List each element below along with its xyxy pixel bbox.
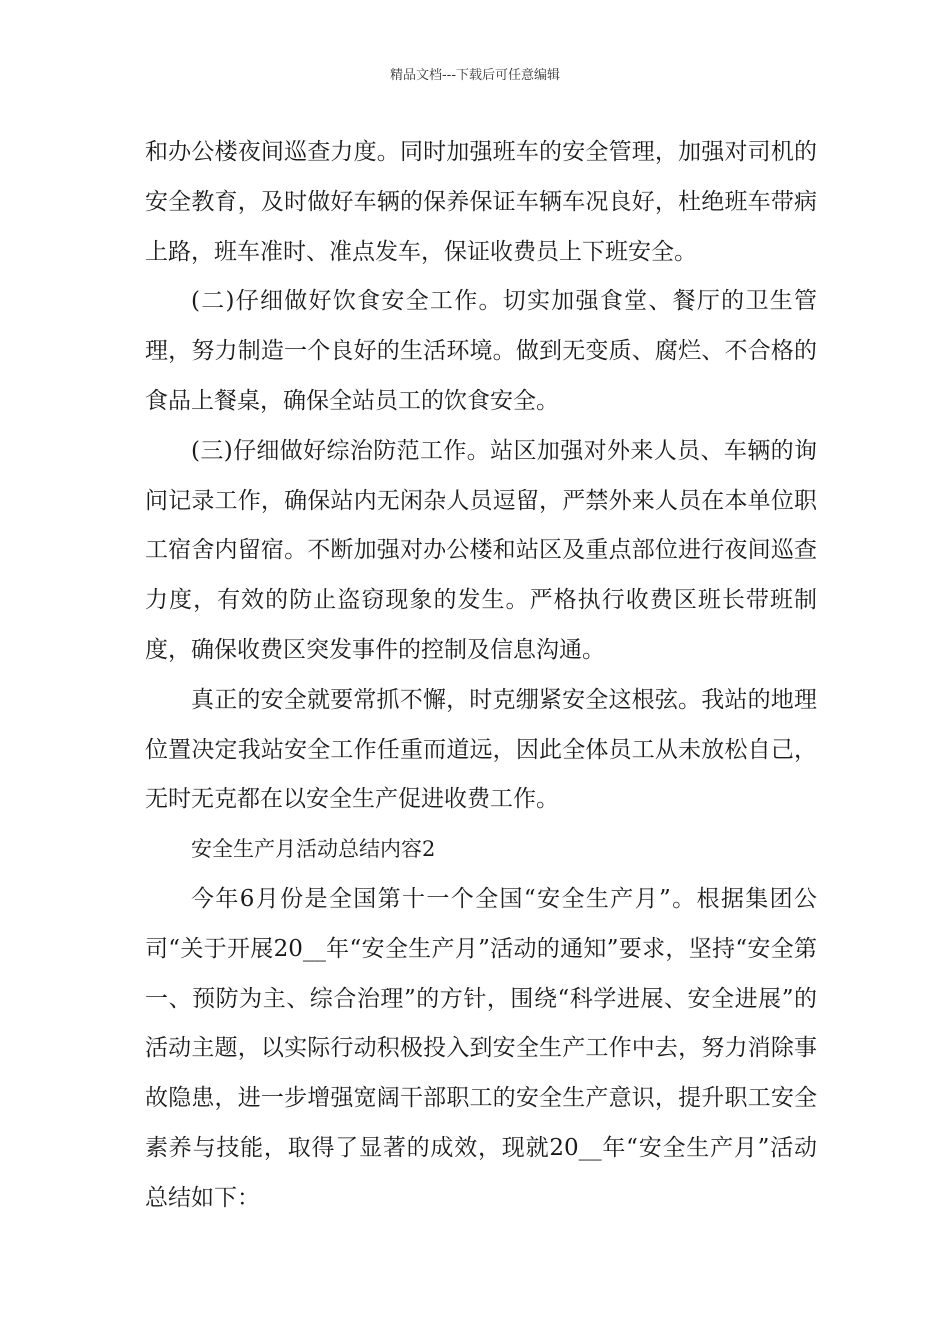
paragraph-vehicle-safety: 和办公楼夜间巡查力度。同时加强班车的安全管理，加强对司机的安全教育，及时做好车辆的保养保证车辆车况良好，杜绝班车带病上路，班车准时、准点发车，保证收费员上下班安全。 (145, 139, 817, 265)
paragraph-security-prevention: (三)仔细做好综治防范工作。站区加强对外来人员、车辆的询问记录工作，确保站内无闲杂人员逗留，严禁外来人员在本单位职工宿舍内留宿。不断加强对办公楼和站区及重点部位进行夜间巡查力度，有效的防止盗窃现象的发生。严格执行收费区班长带班制度，确保收费区突发事件的控制及信息沟通。 (145, 437, 817, 663)
page-header: 精品文档---下载后可任意编辑 (389, 68, 561, 83)
document-body (145, 128, 817, 1224)
paragraph-safety-month-intro: 今年6月份是全国第十一个全国“安全生产月”。根据集团公司“关于开展20__年“安全生产月”活动的通知”要求，坚持“安全第一、预防为主、综合治理”的方针，围绕“科学进展、安全进展”的活动主题，以实际行动积极投入到安全生产工作中去，努力消除事故隐患，进一步增强宽阔干部职工的安全生产意识，提升职工安全素养与技能，取得了显著的成效，现就20__年“安全生产月”活动总结如下： (145, 885, 817, 1211)
section-heading: 安全生产月活动总结内容2 (191, 837, 436, 862)
paragraph-safety-summary: 真正的安全就要常抓不懈，时克绷紧安全这根弦。我站的地理位置决定我站安全工作任重而道远，因此全体员工从未放松自己，无时无克都在以安全生产促进收费工作。 (145, 686, 817, 813)
paragraph-food-safety: (二)仔细做好饮食安全工作。切实加强食堂、餐厅的卫生管理，努力制造一个良好的生活环境。做到无变质、腐烂、不合格的食品上餐桌，确保全站员工的饮食安全。 (145, 288, 817, 414)
